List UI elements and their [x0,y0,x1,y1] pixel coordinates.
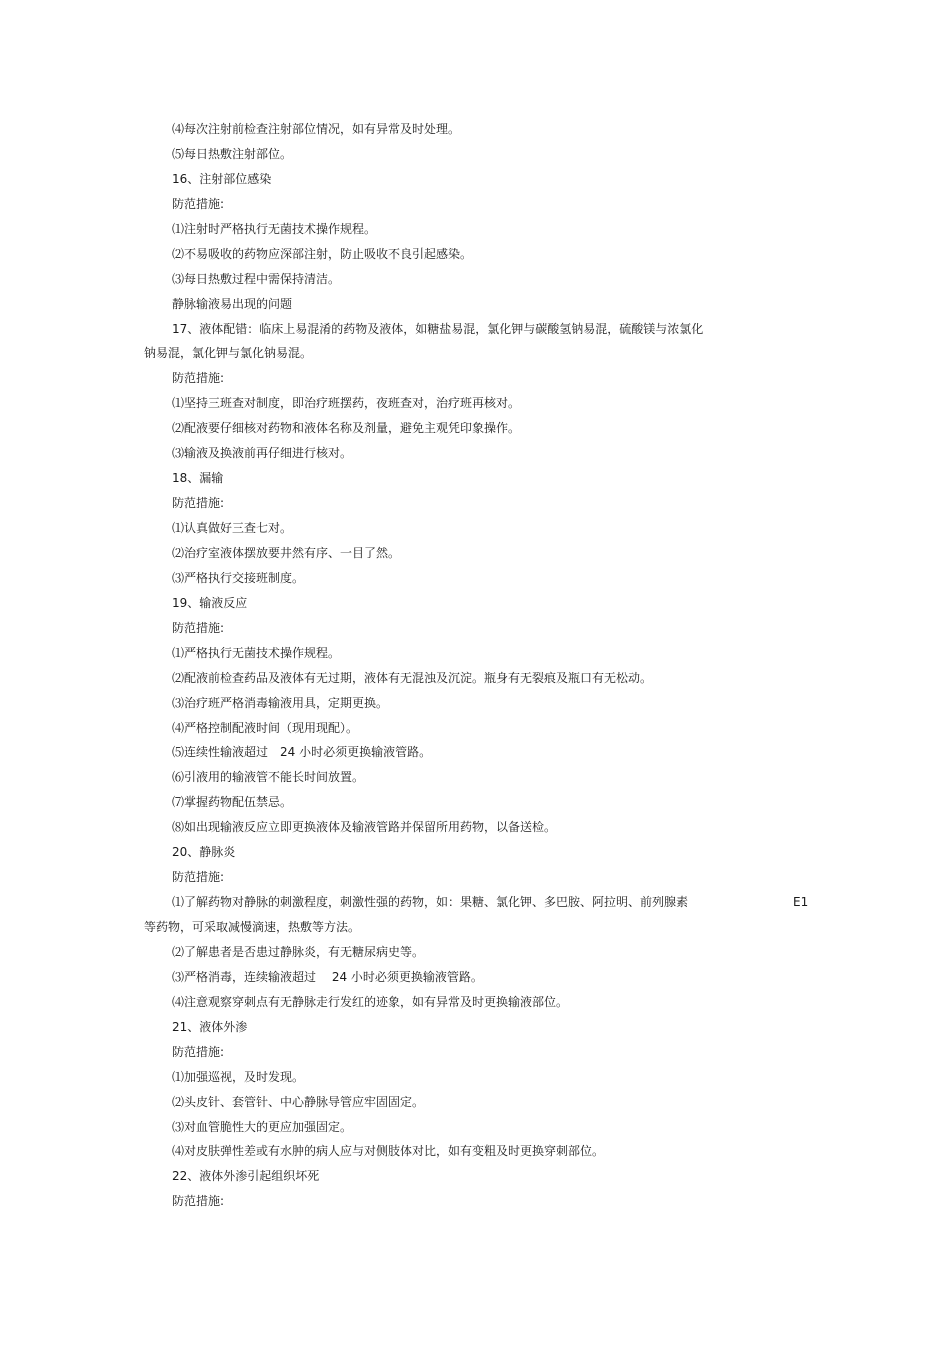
text-line [0,341,950,366]
line-text: 防范措施: [172,196,225,211]
line-text: 16、注射部位感染 [172,171,272,186]
text-line [0,666,950,691]
line-text: 防范措施: [172,1044,225,1059]
text-line [0,1040,950,1065]
text-line [0,167,950,192]
line-text: 21、液体外渗 [172,1019,248,1034]
text-line [0,1115,950,1140]
line-text: ⑷严格控制配液时间（现用现配）。 [172,720,359,735]
line-text: ⑸连续性输液超过 24 小时必须更换输液管路。 [172,745,432,760]
line-text: 钠易混，氯化钾与氯化钠易混。 [144,346,313,361]
line-text: ⑹引液用的输液管不能长时间放置。 [172,770,365,785]
text-line [0,516,950,541]
text-line [0,740,950,765]
line-text: ⑶每日热敷过程中需保持清洁。 [172,271,341,286]
text-line [0,790,950,815]
line-text: ⑴加强巡视，及时发现。 [172,1069,305,1084]
line-text: 20、静脉炎 [172,845,236,860]
text-line [0,890,950,915]
text-line [0,1015,950,1040]
text-line [0,865,950,890]
line-text: ⑴坚持三班查对制度，即治疗班摆药，夜班查对，治疗班再核对。 [172,396,521,411]
text-line [0,840,950,865]
line-text: 17、液体配错：临床上易混淆的药物及液体，如糖盐易混，氯化钾与碳酸氢钠易混，硫酸镁与浓氯化 [172,321,704,336]
line-text: 防范措施: [172,1194,225,1209]
text-line [0,716,950,741]
text-line [0,990,950,1015]
line-text: ⑶严格执行交接班制度。 [172,570,305,585]
line-text: ⑶对血管脆性大的更应加强固定。 [172,1119,353,1134]
text-line [0,391,950,416]
line-text: 22、液体外渗引起组织坏死 [172,1169,320,1184]
line-text: 等药物，可采取减慢滴速，热敷等方法。 [144,920,361,934]
text-line [0,815,950,840]
text-line [0,117,950,142]
line-text: 18、漏输 [172,471,224,486]
line-text: 防范措施: [172,620,225,635]
line-text: 防范措施: [172,371,225,386]
document-body [0,117,950,1214]
text-line [0,1090,950,1115]
line-text: ⑷对皮肤弹性差或有水肿的病人应与对侧肢体对比，如有变粗及时更换穿刺部位。 [172,1144,605,1159]
text-line [0,1189,950,1214]
line-text: ⑷注意观察穿刺点有无静脉走行发红的迹象，如有异常及时更换输液部位。 [172,994,569,1009]
line-text: ⑵配液前检查药品及液体有无过期，液体有无混浊及沉淀。瓶身有无裂痕及瓶口有无松动。 [172,670,653,685]
text-line [0,691,950,716]
text-line [0,915,950,940]
text-line [0,940,950,965]
line-text: ⑷每次注射前检查注射部位情况，如有异常及时处理。 [172,122,461,136]
text-line [0,192,950,217]
line-text: ⑻如出现输液反应立即更换液体及输液管路并保留所用药物，以备送检。 [172,820,557,835]
line-text: 防范措施: [172,496,225,511]
line-text: ⑶严格消毒，连续输液超过 24 小时必须更换输液管路。 [172,969,483,984]
text-line [0,1139,950,1164]
line-text: ⑶输液及换液前再仔细进行核对。 [172,446,353,461]
text-line [0,541,950,566]
text-line [0,416,950,441]
text-line [0,441,950,466]
line-text: 19、输液反应 [172,595,248,610]
line-text: ⑺掌握药物配伍禁忌。 [172,795,293,810]
line-text: ⑴注射时严格执行无菌技术操作规程。 [172,221,377,236]
text-line [0,1065,950,1090]
text-line [0,965,950,990]
text-line [0,765,950,790]
text-line [0,142,950,167]
text-line [0,292,950,317]
text-line [0,616,950,641]
line-text: ⑴认真做好三查七对。 [172,521,293,535]
line-text: 防范措施: [172,870,225,885]
text-line [0,641,950,666]
text-line [0,591,950,616]
line-text: ⑸每日热敷注射部位。 [172,146,293,161]
line-text: ⑴了解药物对静脉的刺激程度，刺激性强的药物，如：果糖、氯化钾、多巴胺、阿拉明、前列腺素 [172,895,689,910]
line-text: ⑶治疗班严格消毒输液用具，定期更换。 [172,695,389,710]
text-line [0,1164,950,1189]
line-text: 静脉输液易出现的问题 [172,296,293,311]
text-line [0,267,950,292]
text-line [0,566,950,591]
line-tail-text: E1 [793,895,809,910]
text-line [0,466,950,491]
line-text: ⑴严格执行无菌技术操作规程。 [172,645,341,660]
line-text: ⑵头皮针、套管针、中心静脉导管应牢固固定。 [172,1094,425,1109]
line-text: ⑵了解患者是否患过静脉炎，有无糖尿病史等。 [172,944,425,959]
text-line [0,217,950,242]
line-text: ⑵治疗室液体摆放要井然有序、一目了然。 [172,545,401,560]
line-text: ⑵不易吸收的药物应深部注射，防止吸收不良引起感染。 [172,246,473,261]
text-line [0,242,950,267]
line-text: ⑵配液要仔细核对药物和液体名称及剂量，避免主观凭印象操作。 [172,421,521,436]
text-line [0,491,950,516]
text-line [0,317,950,342]
text-line [0,366,950,391]
